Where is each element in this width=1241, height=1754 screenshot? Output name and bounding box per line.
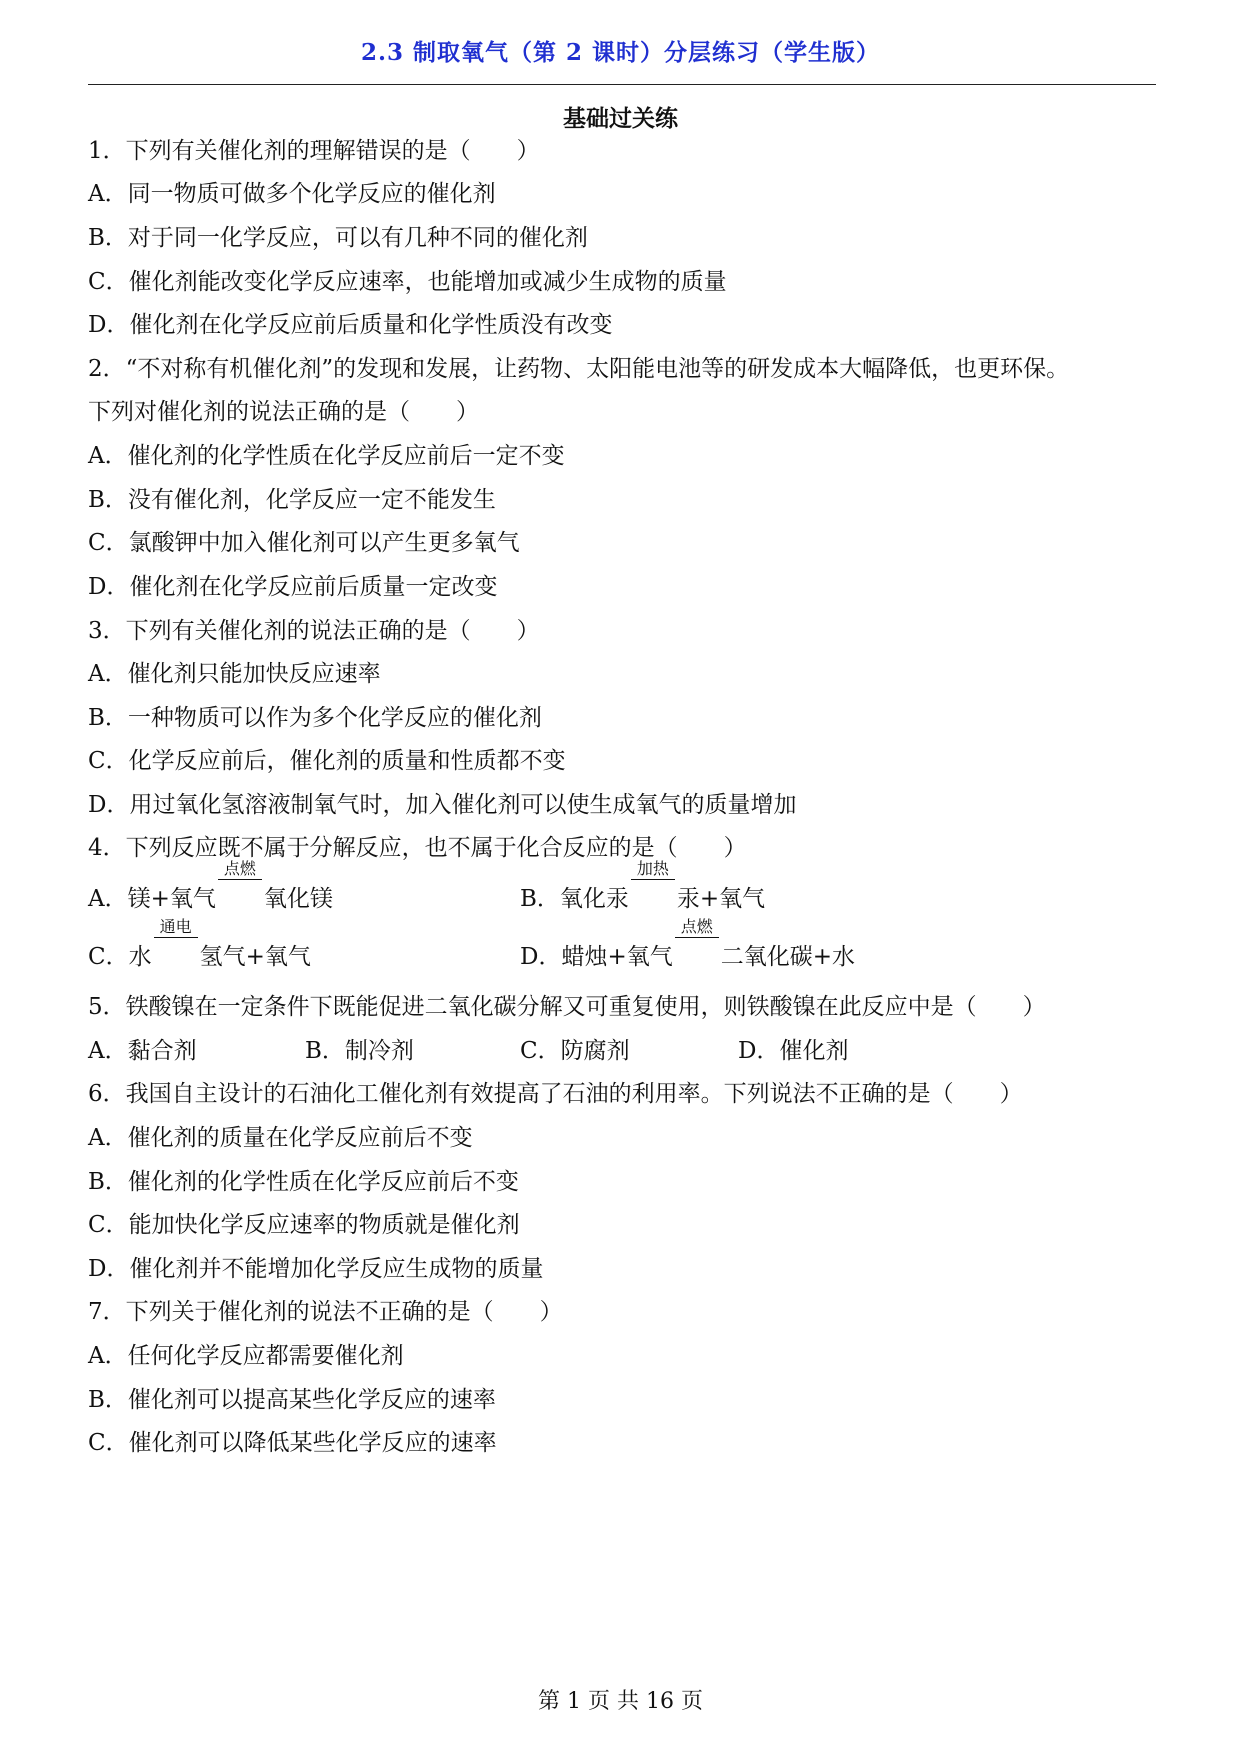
question-1-stem: 1．下列有关催化剂的理解错误的是（ ） [88, 138, 540, 164]
reaction-products: 氢气+氧气 [199, 944, 311, 970]
question-6-option-c: C．能加快化学反应速率的物质就是催化剂 [88, 1212, 520, 1238]
question-2-option-b: B．没有催化剂，化学反应一定不能发生 [88, 487, 496, 513]
question-3-option-a: A．催化剂只能加快反应速率 [88, 661, 381, 687]
reaction-arrow [218, 859, 262, 906]
reaction-reactants: D．蜡烛+氧气 [520, 944, 673, 970]
reaction-products: 二氧化碳+水 [720, 944, 855, 970]
question-3-option-c: C．化学反应前后，催化剂的质量和性质都不变 [88, 748, 566, 774]
question-4-stem: 4．下列反应既不属于分解反应，也不属于化合反应的是（ ） [88, 835, 747, 861]
question-7-stem: 7．下列关于催化剂的说法不正确的是（ ） [88, 1299, 563, 1325]
reaction-reactants: A．镁+氧气 [88, 886, 216, 912]
question-1-option-a: A．同一物质可做多个化学反应的催化剂 [88, 181, 496, 207]
reaction-arrow [154, 917, 198, 964]
page-number: 第 1 页 共 16 页 [538, 1689, 703, 1714]
question-6-option-d: D．催化剂并不能增加化学反应生成物的质量 [88, 1256, 544, 1282]
question-6-option-b: B．催化剂的化学性质在化学反应前后不变 [88, 1169, 519, 1195]
question-2-stem-line2: 下列对催化剂的说法正确的是（ ） [88, 399, 479, 425]
question-1-option-d: D．催化剂在化学反应前后质量和化学性质没有改变 [88, 312, 613, 338]
question-7-option-a: A．任何化学反应都需要催化剂 [88, 1343, 404, 1369]
question-2-stem: 2．“不对称有机催化剂”的发现和发展，让药物、太阳能电池等的研发成本大幅降低，也更环保。 [88, 356, 1070, 382]
section-title: 基础过关练 [563, 105, 678, 132]
reaction-condition: 通电 [159, 917, 192, 936]
question-6-stem: 6．我国自主设计的石油化工催化剂有效提高了石油的利用率。下列说法不正确的是（ ） [88, 1081, 1023, 1107]
reaction-reactants: B．氧化汞 [520, 886, 629, 912]
question-7-option-c: C．催化剂可以降低某些化学反应的速率 [88, 1430, 497, 1456]
reaction-option-c [88, 917, 311, 971]
question-3-option-d: D．用过氧化氢溶液制氧气时，加入催化剂可以使生成氧气的质量增加 [88, 792, 797, 818]
document-title: 2.3 制取氧气（第 2 课时）分层练习（学生版） [360, 39, 881, 66]
question-3-option-b: B．一种物质可以作为多个化学反应的催化剂 [88, 705, 542, 731]
reaction-reactants: C．水 [88, 944, 152, 970]
reaction-condition: 加热 [636, 859, 669, 878]
reaction-option-a [88, 859, 333, 913]
question-1-option-c: C．催化剂能改变化学反应速率，也能增加或减少生成物的质量 [88, 269, 727, 295]
question-7-option-b: B．催化剂可以提高某些化学反应的速率 [88, 1387, 496, 1413]
question-2-option-d: D．催化剂在化学反应前后质量一定改变 [88, 574, 498, 600]
reaction-condition: 点燃 [680, 917, 713, 936]
question-2-option-c: C．氯酸钾中加入催化剂可以产生更多氧气 [88, 530, 520, 556]
reaction-condition: 点燃 [223, 859, 256, 878]
reaction-arrow [675, 917, 719, 964]
question-5-option-a: A．黏合剂 [88, 1038, 197, 1064]
question-6-option-a: A．催化剂的质量在化学反应前后不变 [88, 1125, 473, 1151]
reaction-arrow [631, 859, 675, 906]
question-1-option-b: B．对于同一化学反应，可以有几种不同的催化剂 [88, 225, 588, 251]
reaction-products: 汞+氧气 [676, 886, 766, 912]
reaction-option-b [520, 859, 766, 913]
question-2-option-a: A．催化剂的化学性质在化学反应前后一定不变 [88, 443, 565, 469]
question-5-option-d: D．催化剂 [738, 1038, 849, 1064]
question-5-stem: 5．铁酸镍在一定条件下既能促进二氧化碳分解又可重复使用，则铁酸镍在此反应中是（ ） [88, 994, 1046, 1020]
question-3-stem: 3．下列有关催化剂的说法正确的是（ ） [88, 618, 540, 644]
question-5-option-c: C．防腐剂 [520, 1038, 630, 1064]
question-5-option-b: B．制冷剂 [305, 1038, 414, 1064]
reaction-option-d [520, 917, 855, 971]
reaction-products: 氧化镁 [263, 886, 333, 912]
header-divider [88, 84, 1156, 85]
